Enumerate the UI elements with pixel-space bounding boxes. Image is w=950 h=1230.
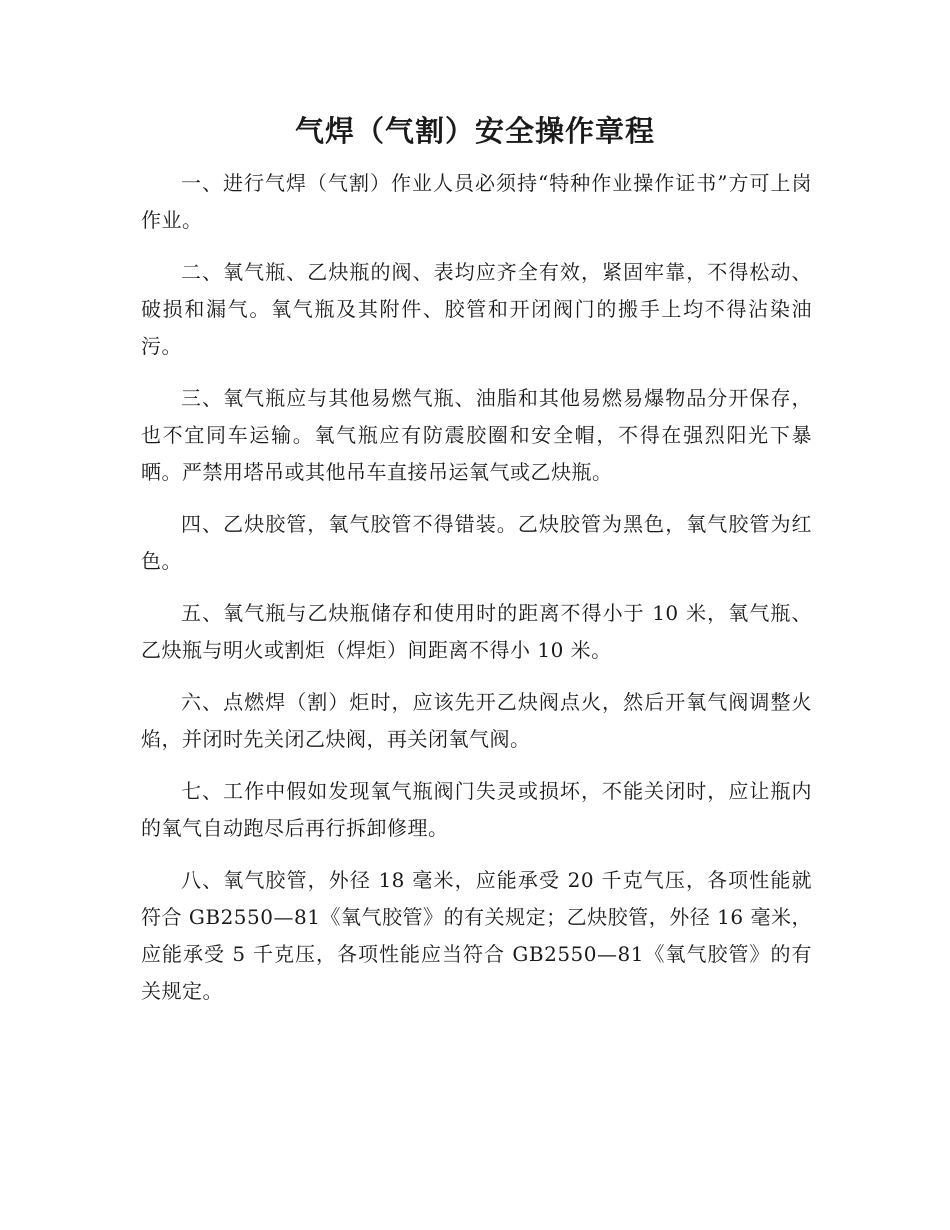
paragraph-4: 四、乙炔胶管，氧气胶管不得错装。乙炔胶管为黑色，氧气胶管为红色。: [141, 512, 812, 573]
paragraph-8: 八、氧气胶管，外径 18 毫米，应能承受 20 千克气压，各项性能就符合 GB2550—81《氧气胶管》的有关规定；乙炔胶管，外径 16 毫米，应能承受 5 千克压，各项性能应当符合 GB2550—81《氧气胶管》的有关规定。: [141, 868, 812, 1003]
document-body: [141, 165, 812, 1025]
paragraph-3: 三、氧气瓶应与其他易燃气瓶、油脂和其他易燃易爆物品分开保存，也不宜同车运输。氧气瓶应有防震胶圈和安全帽，不得在强烈阳光下暴晒。严禁用塔吊或其他吊车直接吊运氧气或乙炔瓶。: [141, 386, 812, 484]
document-title: 气焊（气割）安全操作章程: [294, 114, 655, 148]
paragraph-7: 七、工作中假如发现氧气瓶阀门失灵或损坏，不能关闭时，应让瓶内的氧气自动跑尽后再行拆卸修理。: [141, 779, 812, 840]
paragraph-1: 一、进行气焊（气割）作业人员必须持“特种作业操作证书”方可上岗作业。: [141, 171, 812, 232]
paragraph-2: 二、氧气瓶、乙炔瓶的阀、表均应齐全有效，紧固牢靠，不得松动、破损和漏气。氧气瓶及其附件、胶管和开闭阀门的搬手上均不得沾染油污。: [141, 260, 812, 358]
paragraph-6: 六、点燃焊（割）炬时，应该先开乙炔阀点火，然后开氧气阀调整火焰，并闭时先关闭乙炔阀，再关闭氧气阀。: [141, 690, 812, 751]
paragraph-5: 五、氧气瓶与乙炔瓶储存和使用时的距离不得小于 10 米，氧气瓶、乙炔瓶与明火或割炬（焊炬）间距离不得小 10 米。: [141, 601, 812, 662]
